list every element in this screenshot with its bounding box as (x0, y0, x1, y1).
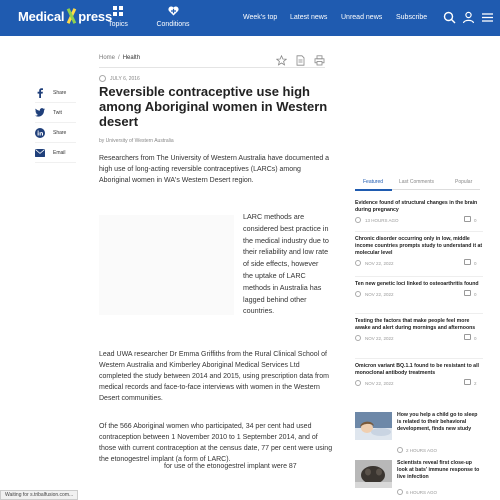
article-date (99, 75, 140, 82)
facebook-icon (35, 88, 45, 98)
share-twitter-button[interactable] (35, 103, 76, 123)
comment-count: 0 (474, 335, 477, 341)
grid-icon (93, 6, 143, 19)
tab-featured[interactable]: Featured (363, 179, 384, 185)
subscribe-link[interactable]: Subscribe (396, 14, 428, 21)
article-paragraph-1: Researchers from The University of Western Australia have documented a high use of long-acting reversible contraceptives (LARCs) among Aboriginal women in WA's Western Desert region. (99, 155, 330, 184)
comment-count: 0 (474, 291, 477, 297)
list-item-meta (355, 216, 483, 225)
list-item-date: NOV 22, 2022 (365, 260, 394, 266)
unread-news-link[interactable]: Unread news (341, 14, 383, 21)
news-card-thumbnail[interactable] (355, 460, 392, 488)
article-title: Reversible contraceptive use high among Aboriginal women in Western desert (99, 84, 328, 129)
list-item-title[interactable]: Evidence found of structural changes in the brain during pregnancy (355, 200, 478, 213)
comment-icon (464, 216, 471, 222)
topics-label: Topics (108, 21, 128, 28)
sidebar-tabs (355, 176, 480, 190)
tab-popular[interactable]: Popular (455, 179, 473, 185)
article-paragraph-3: Lead UWA researcher Dr Emma Griffiths from the Rural Clinical School of Western Australia and Kimberley Aboriginal Medical Services Ltd completed the study between 2014 and 2015, using prescription data from medical records and face-to-face interviews with women in the Western Desert communities. (99, 351, 329, 402)
list-item[interactable] (355, 318, 483, 343)
list-item-title[interactable]: Ten new genetic loci linked to osteoarthritis found (355, 281, 479, 287)
weeks-top-link[interactable]: Week's top (243, 14, 278, 21)
browser-status-bar: Waiting for s.tribalfusion.com... (0, 490, 78, 500)
list-item-meta (355, 290, 483, 299)
clock-icon (355, 380, 361, 386)
comment-icon (464, 334, 471, 340)
clock-icon (355, 217, 361, 223)
bookmark-star-icon[interactable] (276, 53, 287, 64)
list-item-meta (355, 259, 483, 268)
news-card-date: 2 HOURS AGO (406, 448, 438, 453)
conditions-label: Conditions (156, 21, 190, 28)
latest-news-link[interactable]: Latest news (290, 14, 328, 21)
article-tools (276, 53, 325, 64)
comment-icon (464, 259, 471, 265)
list-divider (355, 231, 483, 232)
breadcrumb-divider (99, 67, 325, 68)
share-email-label: Email (53, 149, 66, 156)
comment-icon (464, 379, 471, 385)
list-item-title[interactable]: Omicron variant BQ.1.1 found to be resistant to all monoclonal antibody treatments (355, 363, 479, 376)
advertisement-placeholder (99, 215, 234, 315)
list-item-title[interactable]: Testing the factors that make people feel more awake and alert during mornings and afternoons (355, 318, 476, 331)
news-card[interactable] (355, 412, 483, 453)
news-card[interactable] (355, 460, 483, 494)
list-item[interactable] (355, 363, 483, 388)
article-paragraph-4: Of the 566 Aboriginal women who participated, 34 per cent had used contraception between 1 November 2010 to 1 September 2014, and of those with current contraception at the census date, 77 per cent were using the etonogestrel implant (a form of LARC). (99, 423, 333, 463)
breadcrumb-home[interactable]: Home (99, 55, 116, 61)
logo-text-press: press (78, 9, 112, 24)
tab-last-comments[interactable]: Last Comments (399, 179, 435, 185)
clock-icon (355, 260, 361, 266)
linkedin-icon (35, 128, 45, 138)
breadcrumb-separator: / (118, 55, 120, 61)
share-email-button[interactable] (35, 143, 76, 163)
list-item[interactable] (355, 200, 483, 225)
logo-x-mark (65, 9, 77, 23)
article-paragraph-5: for use of the etonogestrel implant were 87 (164, 463, 297, 470)
list-item-meta (355, 334, 483, 343)
share-linkedin-button[interactable] (35, 123, 76, 143)
clock-icon (397, 489, 403, 495)
article-byline[interactable]: by University of Western Australia (99, 138, 174, 144)
search-icon[interactable] (443, 11, 456, 24)
comment-count: 0 (474, 217, 477, 223)
share-linkedin-label: Share (53, 129, 67, 136)
news-card-date: 6 HOURS AGO (406, 490, 438, 495)
breadcrumb (99, 55, 140, 61)
conditions-menu-button[interactable] (148, 6, 198, 28)
breadcrumb-health[interactable]: Health (122, 55, 141, 61)
top-navigation-bar (0, 0, 500, 36)
share-twitter-label: Twit (53, 109, 62, 116)
list-item-date: 13 HOURS AGO (365, 217, 399, 223)
list-item-date: NOV 22, 2022 (365, 291, 394, 297)
comment-icon (464, 290, 471, 296)
list-item-meta (355, 379, 483, 388)
list-divider (355, 313, 483, 314)
comment-count: 0 (474, 260, 477, 266)
heart-icon (148, 6, 198, 19)
news-card-title[interactable]: Scientists reveal first close-up look at bats' immune response to live infection (397, 460, 480, 480)
list-item-title[interactable]: Chronic disorder occurring only in low, middle income countries prompts study to understand it at molecular level (355, 236, 483, 256)
active-tab-indicator (355, 189, 392, 191)
news-card-thumbnail[interactable] (355, 412, 392, 440)
email-icon (35, 148, 45, 158)
list-divider (355, 358, 483, 359)
article-paragraph-2: LARC methods are considered best practice in the medical industry due to their reliability and low rate of side effects, however the uptake of LARC methods in Australia has lagged behind other countries. (243, 212, 329, 316)
list-divider (355, 276, 483, 277)
clock-icon (397, 447, 403, 453)
twitter-icon (35, 108, 45, 118)
pdf-icon[interactable] (295, 53, 306, 64)
comment-count: 2 (474, 380, 477, 386)
share-bar (35, 83, 76, 163)
list-item[interactable] (355, 236, 483, 268)
clock-icon (355, 335, 361, 341)
share-facebook-label: Share (53, 89, 67, 96)
menu-icon[interactable] (481, 11, 494, 24)
print-icon[interactable] (314, 53, 325, 64)
clock-icon (99, 75, 106, 82)
clock-icon (355, 291, 361, 297)
logo-text-medical: Medical (18, 9, 65, 24)
user-icon[interactable] (462, 11, 475, 24)
list-item-date: NOV 22, 2022 (365, 335, 394, 341)
list-item[interactable] (355, 281, 483, 299)
topics-menu-button[interactable] (93, 6, 143, 28)
news-card-title[interactable]: How you help a child go to sleep is related to their behavioral development, finds new study (397, 412, 478, 432)
share-facebook-button[interactable] (35, 83, 76, 103)
list-item-date: NOV 22, 2022 (365, 380, 394, 386)
article-date-text: JULY 6, 2016 (110, 75, 140, 82)
